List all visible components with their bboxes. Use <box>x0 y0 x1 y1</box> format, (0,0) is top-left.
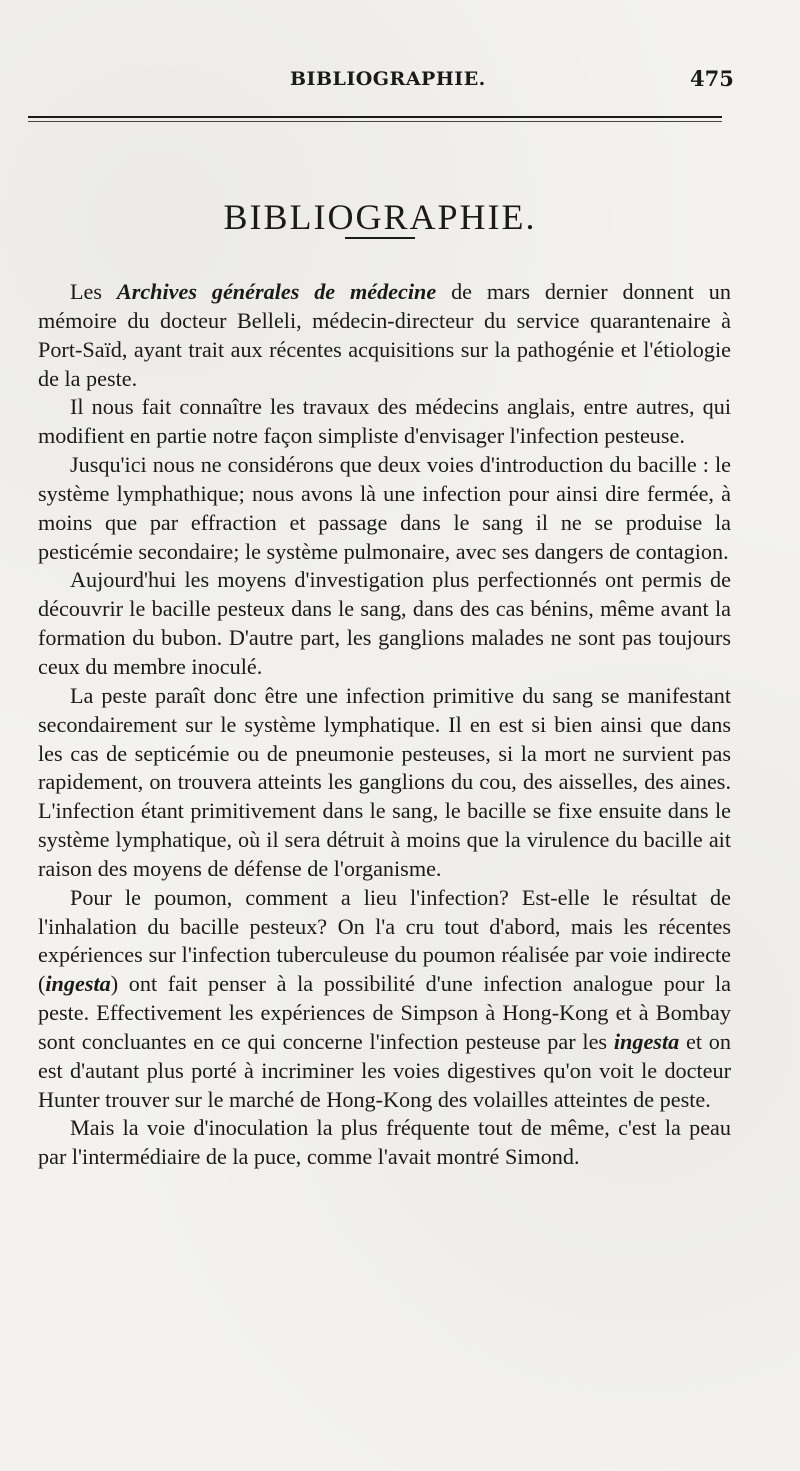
text-run: ) ont fait penser à la possibilité d'une infection analogue pour la peste. Effectivement les expériences de Simpson à Hong-Kong et à Bombay sont concluantes en ce qui concerne l'infection pesteuse par les <box>38 971 731 1054</box>
paragraph <box>38 278 731 393</box>
running-title: BIBLIOGRAPHIE. <box>290 68 486 90</box>
paragraph <box>38 393 731 451</box>
running-head <box>0 64 800 94</box>
text-run: de mars dernier donnent un mémoire du docteur Belleli, médecin-directeur du service quarantenaire à Port-Saïd, ayant trait aux récentes acquisitions sur la pathogénie et l'étiologie de la peste. <box>38 279 731 391</box>
text-run: Pour le poumon, comment a lieu l'infection? Est-elle le résultat de l'inhalation du bacille pesteux? On l'a cru tout d'abord, mais les récentes expériences sur l'infection tuberculeuse du poumon réalisée par voie indirecte ( <box>38 884 731 997</box>
italic-run: Archives générales de médecine <box>116 279 437 304</box>
paragraph <box>38 451 731 566</box>
text-run: et on est d'autant plus porté à incriminer les voies digestives qu'on voit le docteur Hunter trouver sur le marché de Hong-Kong des volailles atteintes de peste. <box>38 1028 731 1112</box>
italic-run: ingesta <box>45 971 111 997</box>
text-run: Jusqu'ici nous ne considérons que deux voies d'introduction du bacille : le système lymphathique; nous avons là une infection pour ainsi dire fermée, à moins que par effraction et passage dans le sang il ne se produise la pesticémie secondaire; le système pulmonaire, avec ses dangers de contagion. <box>38 452 731 564</box>
body-text <box>38 278 731 1172</box>
section-title: BIBLIOGRAPHIE. <box>223 197 537 238</box>
italic-run: ingesta <box>613 1028 680 1054</box>
header-rule <box>28 116 722 118</box>
text-run: Mais la voie d'inoculation la plus fréquente tout de même, c'est la peau par l'intermédiaire de la puce, comme l'avait montré Simond. <box>38 1115 731 1170</box>
title-rule <box>345 237 415 239</box>
paragraph <box>38 1114 731 1172</box>
page-number: 475 <box>690 66 734 91</box>
text-run: Aujourd'hui les moyens d'investigation plus perfectionnés ont permis de découvrir le bacille pesteux dans le sang, dans des cas bénins, même avant la formation du bubon. D'autre part, les ganglions malades ne sont pas toujours ceux du membre inoculé. <box>38 567 731 679</box>
paragraph <box>38 884 731 1115</box>
text-run: Les <box>70 279 117 304</box>
header-rule-thin <box>28 121 722 122</box>
paragraph <box>38 682 731 884</box>
text-run: Il nous fait connaître les travaux des médecins anglais, entre autres, qui modifient en partie notre façon simpliste d'envisager l'infection pesteuse. <box>38 394 731 449</box>
paragraph <box>38 566 731 681</box>
text-run: La peste paraît donc être une infection primitive du sang se manifestant secondairement sur le système lymphatique. Il en est si bien ainsi que dans les cas de septicémie ou de pneumonie pesteuses, si la mort ne survient pas rapidement, on trouvera atteints les ganglions du cou, des aisselles, des aines. L'infection étant primitivement dans le sang, le bacille se fixe ensuite dans le système lymphatique, où il sera détruit à moins que la virulence du bacille ait raison des moyens de défense de l'organisme. <box>38 682 731 881</box>
